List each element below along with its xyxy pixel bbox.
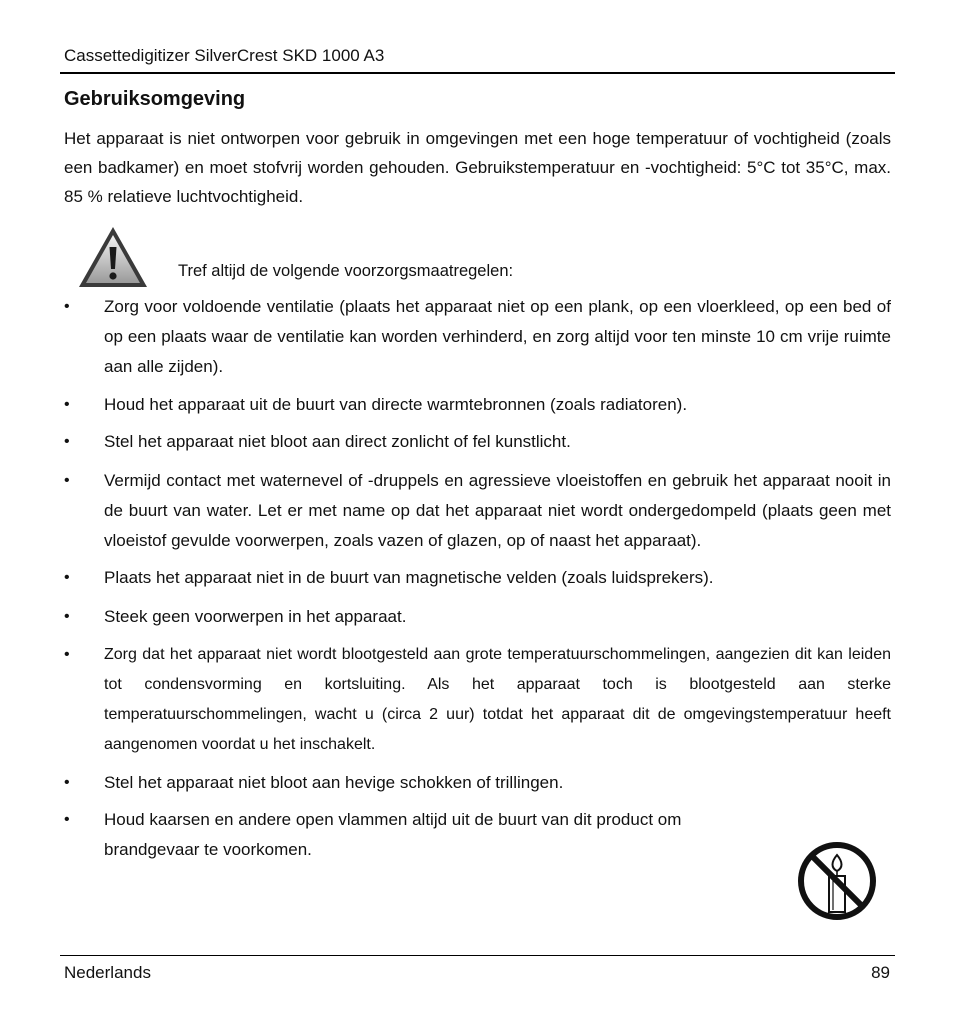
list-item-text: Vermijd contact met waternevel of -druppels en agressieve vloeistoffen en gebruik het apparaat nooit in de buurt van water. Let er met name op dat het apparaat niet wordt ondergedompeld (plaats geen met vloeistof gevulde voorwerpen, zoals vazen of glazen, op of naast het apparaat). xyxy=(104,471,891,550)
list-item-text: Steek geen voorwerpen in het apparaat. xyxy=(104,607,407,626)
no-open-flame-icon xyxy=(796,840,878,922)
list-item xyxy=(64,602,891,632)
list-item-text: Stel het apparaat niet bloot aan direct zonlicht of fel kunstlicht. xyxy=(104,432,571,451)
list-item-text: Zorg voor voldoende ventilatie (plaats het apparaat niet op een plank, op een vloerkleed, op een bed of op een plaats waar de ventilatie kan worden verhinderd, en zorg altijd voor ten minste 10 cm vrije ruimte aan alle zijden). xyxy=(104,297,891,376)
bullet-marker: • xyxy=(64,472,70,489)
list-item xyxy=(64,292,891,382)
list-item-text: Plaats het apparaat niet in de buurt van magnetische velden (zoals luidsprekers). xyxy=(104,568,714,587)
bullet-marker: • xyxy=(64,811,70,828)
list-item-text: Houd kaarsen en andere open vlammen altijd uit de buurt van dit product om brandgevaar te voorkomen. xyxy=(104,810,682,859)
bullet-marker: • xyxy=(64,608,70,625)
page-header-title: Cassettedigitizer SilverCrest SKD 1000 A3 xyxy=(64,46,385,65)
list-item-text: Stel het apparaat niet bloot aan hevige schokken of trillingen. xyxy=(104,773,564,792)
bullet-marker: • xyxy=(64,774,70,791)
warning-text: Tref altijd de volgende voorzorgsmaatregelen: xyxy=(178,262,514,280)
footer-language: Nederlands xyxy=(64,963,151,982)
bullet-marker: • xyxy=(64,646,70,663)
list-item xyxy=(64,427,891,457)
page-number: 89 xyxy=(871,963,890,982)
list-item-text: Houd het apparaat uit de buurt van directe warmtebronnen (zoals radiatoren). xyxy=(104,395,688,414)
list-item xyxy=(64,768,891,798)
precautions-list xyxy=(64,290,891,865)
bullet-marker: • xyxy=(64,433,70,450)
list-item xyxy=(64,640,891,760)
list-item xyxy=(64,563,891,593)
warning-triangle-icon xyxy=(77,225,149,289)
intro-paragraph: Het apparaat is niet ontworpen voor gebruik in omgevingen met een hoge temperatuur of vochtigheid (zoals een badkamer) en moet stofvrij worden gehouden. Gebruikstemperatuur en -vochtigheid: 5°C tot 35°C, max. 85 % relatieve luchtvochtigheid. xyxy=(64,129,891,206)
list-item xyxy=(64,805,774,865)
list-item xyxy=(64,466,891,556)
header-rule xyxy=(60,72,895,74)
footer-rule xyxy=(60,955,895,956)
list-item-text: Zorg dat het apparaat niet wordt blootgesteld aan grote temperatuurschommelingen, aangezien dit kan leiden tot condensvorming en kortsluiting. Als het apparaat toch is blootgesteld aan sterke temperatuurschommelingen, wacht u (circa 2 uur) totdat het apparaat dit de omgevingstemperatuur heeft aangenomen voordat u het inschakelt. xyxy=(104,646,891,753)
section-heading: Gebruiksomgeving xyxy=(64,88,246,110)
bullet-marker: • xyxy=(64,396,70,413)
list-item xyxy=(64,390,891,420)
bullet-marker: • xyxy=(64,298,70,315)
bullet-marker: • xyxy=(64,569,70,586)
